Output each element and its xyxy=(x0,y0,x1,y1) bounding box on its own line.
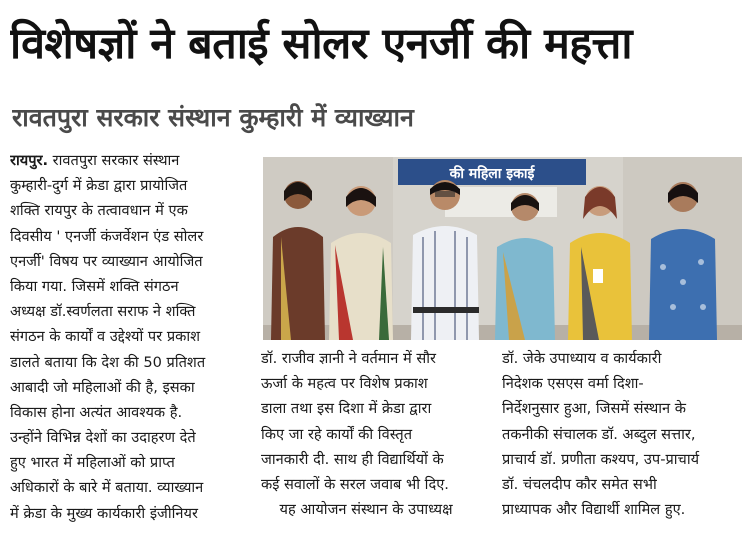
article-line: प्राचार्य डॉ. प्रणीता कश्यप, उप-प्राचार्य xyxy=(502,450,700,468)
article-line: हुए भारत में महिलाओं को प्राप्त xyxy=(10,454,175,472)
article-line: अध्यक्ष डॉ.स्वर्णलता सराफ ने शक्ति xyxy=(10,303,196,321)
article-line: डॉ. राजीव ज्ञानी ने वर्तमान में सौर xyxy=(261,350,437,367)
article-line: कई सवालों के सरल जवाब भी दिए. xyxy=(261,475,449,493)
article-line: किया गया. जिसमें शक्ति संगठन xyxy=(10,277,179,295)
article-line: रायपुर. रावतपुरा सरकार संस्थान xyxy=(10,152,180,169)
headline: विशेषज्ञों ने बताई सोलर एनर्जी की महत्ता xyxy=(10,19,633,69)
article-column-1 xyxy=(10,148,255,526)
article-line: यह आयोजन संस्थान के उपाध्यक्ष xyxy=(261,501,453,519)
article-line: उन्होंने विभिन्न देशों का उदाहरण देते xyxy=(10,429,196,447)
article-line: कुम्हारी-दुर्ग में क्रेडा द्वारा प्रायोजित xyxy=(10,177,188,195)
article-line: प्राध्यापक और विद्यार्थी शामिल हुए. xyxy=(502,501,686,519)
article-line: विकास होना अत्यंत आवश्यक है. xyxy=(10,403,183,421)
article-line: डॉ. जेके उपाध्याय व कार्यकारी xyxy=(502,350,662,367)
article-line: जानकारी दी. साथ ही विद्यार्थियों के xyxy=(261,450,444,468)
article-column-2 xyxy=(261,346,493,522)
article-line: तकनीकी संचालक डॉ. अब्दुल सत्तार, xyxy=(502,425,696,443)
article-line: डॉ. चंचलदीप कौर समेत सभी xyxy=(502,475,657,493)
subheadline: रावतपुरा सरकार संस्थान कुम्हारी में व्याख्यान xyxy=(12,103,414,132)
article-line: दिवसीय ' एनर्जी कंजर्वेशन एंड सोलर xyxy=(10,227,204,245)
article-line: एनर्जी' विषय पर व्याख्यान आयोजित xyxy=(10,252,203,270)
article-line: ऊर्जा के महत्व पर विशेष प्रकाश xyxy=(261,375,428,393)
article-line: निदेशक एसएस वर्मा दिशा- xyxy=(502,375,644,393)
article-line: निर्देशनुसार हुआ, जिसमें संस्थान के xyxy=(502,400,686,418)
article-line: में क्रेडा के मुख्य कार्यकारी इंजीनियर xyxy=(10,504,198,522)
article-line: आबादी जो महिलाओं की है, इसका xyxy=(10,378,195,396)
article-line: अधिकारों के बारे में बताया. व्याख्यान xyxy=(10,479,204,497)
article-line: शक्ति रायपुर के तत्वावधान में एक xyxy=(10,202,188,220)
photo-banner-text: की महिला इकाई xyxy=(449,166,535,182)
dateline: रायपुर. xyxy=(10,152,49,169)
article-line: संगठन के कार्यों व उद्देश्यों पर प्रकाश xyxy=(10,328,201,346)
event-photo xyxy=(263,157,742,340)
article-line: किए जा रहे कार्यों की विस्तृत xyxy=(261,425,413,443)
article-line: डालते बताया कि देश की 50 प्रतिशत xyxy=(10,353,206,371)
article-line: डाला तथा इस दिशा में क्रेडा द्वारा xyxy=(261,400,432,418)
article-column-3 xyxy=(502,346,742,522)
